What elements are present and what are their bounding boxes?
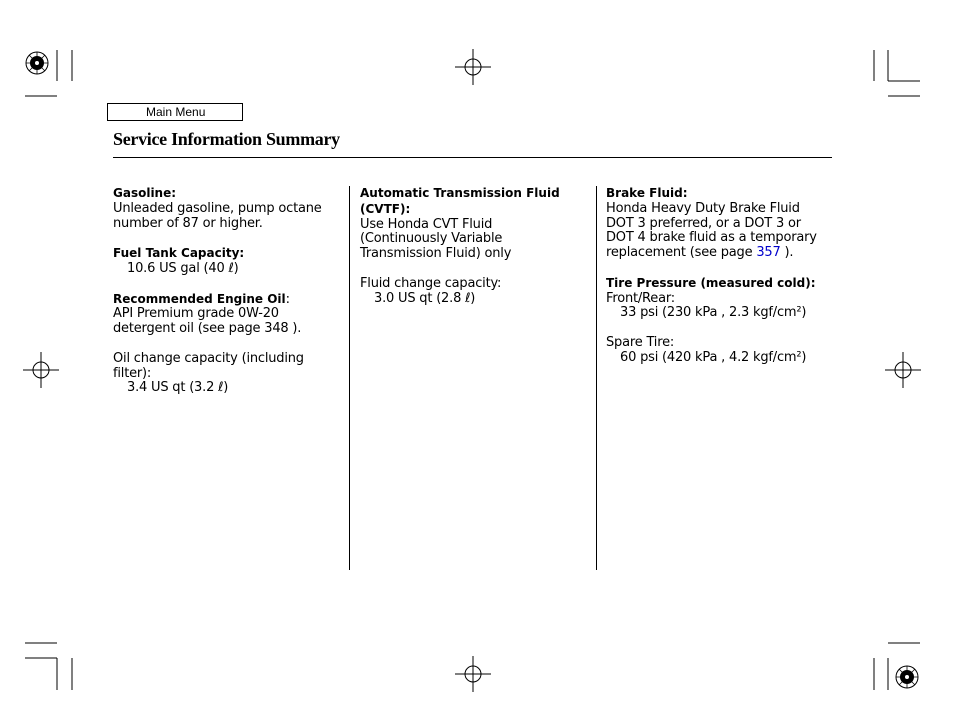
oil-change-text: Oil change capacity (including <box>113 350 304 366</box>
brake-fluid-text: Honda Heavy Duty Brake Fluid <box>606 200 800 216</box>
front-rear-label: Front/Rear: <box>606 290 675 306</box>
gasoline-heading: Gasoline: <box>113 186 177 200</box>
brake-fluid-text: DOT 4 brake fluid as a temporary <box>606 230 817 246</box>
engine-oil-text: detergent oil (see page 348 ). <box>113 321 302 337</box>
atf-text: (Continuously Variable <box>360 231 503 247</box>
registration-crosshair-icon <box>23 352 59 388</box>
fluid-change-text: Fluid change capacity: <box>360 275 502 291</box>
right-column <box>606 186 838 366</box>
brake-fluid-text: DOT 3 preferred, or a DOT 3 or <box>606 215 801 231</box>
atf-text: Transmission Fluid) only <box>360 246 512 262</box>
gasoline-text: number of 87 or higher. <box>113 215 263 231</box>
title-divider <box>113 157 832 158</box>
main-menu-button[interactable]: Main Menu <box>107 103 243 121</box>
spare-tire-value: 60 psi (420 kPa , 4.2 kgf/cm²) <box>620 349 807 365</box>
left-column <box>113 186 345 396</box>
gasoline-text: Unleaded gasoline, pump octane <box>113 200 322 216</box>
registration-crosshair-icon <box>455 49 491 85</box>
atf-text: Use Honda CVT Fluid <box>360 216 493 232</box>
registration-crosshair-icon <box>885 352 921 388</box>
starburst-registration-icon <box>24 50 50 76</box>
atf-heading: Automatic Transmission Fluid <box>360 186 560 200</box>
engine-oil-page-reference: 348 <box>264 321 289 337</box>
brake-page-link[interactable]: 357 <box>756 245 781 261</box>
column-divider <box>596 186 597 570</box>
atf-heading: (CVTF): <box>360 201 411 216</box>
fuel-tank-value: 10.6 US gal (40 ℓ) <box>127 260 239 276</box>
brake-fluid-heading: Brake Fluid: <box>606 186 688 200</box>
spare-tire-label: Spare Tire: <box>606 334 675 350</box>
front-rear-value: 33 psi (230 kPa , 2.3 kgf/cm²) <box>620 305 807 321</box>
oil-change-value: 3.4 US qt (3.2 ℓ) <box>127 380 229 396</box>
middle-column <box>360 186 592 306</box>
registration-crosshair-icon <box>455 656 491 692</box>
engine-oil-heading: Recommended Engine Oil: <box>113 291 290 307</box>
starburst-registration-icon <box>894 664 920 690</box>
page-title: Service Information Summary <box>113 129 340 149</box>
fluid-change-value: 3.0 US qt (2.8 ℓ) <box>374 290 476 306</box>
engine-oil-text: API Premium grade 0W-20 <box>113 306 279 322</box>
column-divider <box>349 186 350 570</box>
fuel-tank-heading: Fuel Tank Capacity: <box>113 246 245 261</box>
tire-pressure-heading: Tire Pressure (measured cold): <box>606 275 816 290</box>
brake-fluid-text: replacement (see page 357 ). <box>606 245 794 261</box>
oil-change-text: filter): <box>113 365 152 381</box>
